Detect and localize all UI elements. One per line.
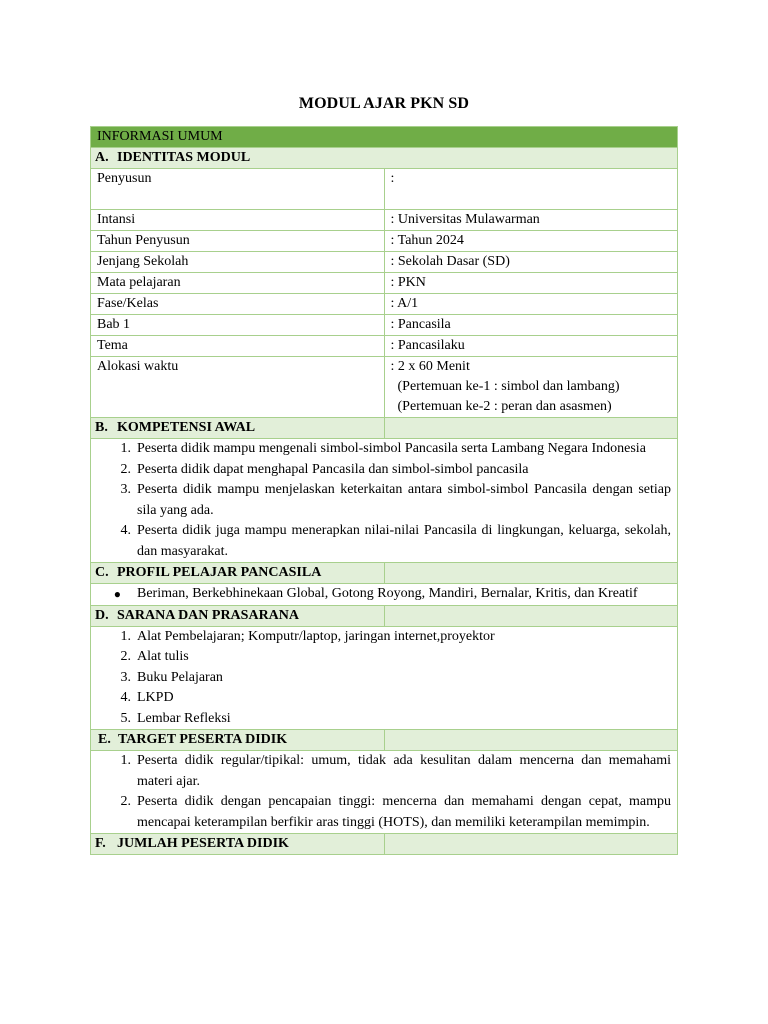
- list-item: 1. Alat Pembelajaran; Komputr/laptop, jaringan internet,proyektor: [120, 628, 495, 644]
- identity-value: : A/1: [384, 294, 678, 315]
- identity-value: : Pancasilaku: [384, 336, 678, 357]
- identity-label: Alokasi waktu: [91, 357, 385, 418]
- section-f-title: JUMLAH PESERTA DIDIK: [117, 836, 289, 851]
- identity-value: : 2 x 60 Menit: [390, 359, 470, 374]
- list-item: 5. Lembar Refleksi: [120, 710, 231, 726]
- competency-list: [91, 439, 671, 562]
- identity-label: Tahun Penyusun: [91, 231, 385, 252]
- identity-label: Mata pelajaran: [91, 273, 385, 294]
- section-b-letter: B.: [95, 420, 108, 435]
- target-list: [91, 751, 671, 833]
- identity-value: : PKN: [384, 273, 678, 294]
- bullet-icon: ●: [113, 587, 121, 601]
- section-a-letter: A.: [95, 150, 109, 165]
- identity-label: Bab 1: [91, 315, 385, 336]
- list-item: 2. Peserta didik dapat menghapal Pancasila dan simbol-simbol pancasila: [120, 461, 529, 477]
- section-c-letter: C.: [95, 565, 109, 580]
- module-table: [90, 126, 678, 855]
- identity-value: : Sekolah Dasar (SD): [384, 252, 678, 273]
- section-e-body: [91, 751, 678, 834]
- section-d-header: [91, 605, 678, 626]
- section-d-title: SARANA DAN PRASARANA: [117, 607, 300, 623]
- document-title: MODUL AJAR PKN SD: [298, 95, 470, 112]
- identity-row: [91, 169, 678, 210]
- identity-value-cell: [384, 357, 678, 418]
- list-item: 1. Peserta didik mampu mengenali simbol-simbol Pancasila serta Lambang Negara Indonesia: [120, 441, 646, 456]
- section-a-title: IDENTITAS MODUL: [117, 150, 251, 165]
- section-e-letter: E.: [98, 732, 111, 747]
- list-item: 4. LKPD: [120, 690, 174, 705]
- list-item: 3. Buku Pelajaran: [120, 669, 223, 685]
- identity-row: [91, 252, 678, 273]
- identity-row: [91, 336, 678, 357]
- info-header-row: [91, 127, 678, 148]
- section-e-title: TARGET PESERTA DIDIK: [118, 732, 288, 747]
- section-b-body: [91, 439, 678, 563]
- list-item: 2. Peserta didik dengan pencapaian tinggi: mencerna dan memahami dengan cepat, mampu mencapai keterampilan berfikir aras tinggi (HOTS), dan memiliki keterampilan memimpin.: [120, 794, 671, 830]
- list-item: 3. Peserta didik mampu menjelaskan keterkaitan antara simbol-simbol Pancasila dengan setiap sila yang ada.: [120, 482, 671, 518]
- info-header: INFORMASI UMUM: [91, 127, 678, 148]
- section-d-letter: D.: [95, 607, 109, 623]
- facilities-list: [91, 627, 671, 730]
- list-item: 1. Peserta didik regular/tipikal: umum, tidak ada kesulitan dalam mencerna dan memahami materi ajar.: [120, 753, 671, 789]
- section-d-body: [91, 626, 678, 730]
- identity-value: : Universitas Mulawarman: [384, 210, 678, 231]
- identity-label: Intansi: [91, 210, 385, 231]
- identity-label: Penyusun: [91, 169, 385, 210]
- section-c-body: [91, 584, 678, 606]
- meeting-2-note: (Pertemuan ke-2 : peran dan asasmen): [397, 399, 612, 414]
- section-b-header: [91, 418, 678, 439]
- meeting-1-note: (Pertemuan ke-1 : simbol dan lambang): [397, 379, 620, 394]
- identity-row: [91, 315, 678, 336]
- identity-value: :: [384, 169, 678, 210]
- identity-row: [91, 231, 678, 252]
- identity-label: Tema: [91, 336, 385, 357]
- list-item: 2. Alat tulis: [120, 649, 189, 664]
- identity-row: [91, 210, 678, 231]
- profile-list: [91, 584, 671, 605]
- list-item: ● Beriman, Berkebhinekaan Global, Gotong Royong, Mandiri, Bernalar, Kritis, dan Kreatif: [91, 584, 671, 605]
- section-b-title: KOMPETENSI AWAL: [117, 420, 256, 435]
- section-e-header: [91, 730, 678, 751]
- identity-value: : Tahun 2024: [384, 231, 678, 252]
- section-c-header: [91, 563, 678, 584]
- identity-row: [91, 273, 678, 294]
- list-item: 4. Peserta didik juga mampu menerapkan nilai-nilai Pancasila di lingkungan, keluarga, sekolah, dan masyarakat.: [120, 523, 671, 559]
- identity-row: [91, 357, 678, 418]
- identity-row: [91, 294, 678, 315]
- section-c-title: PROFIL PELAJAR PANCASILA: [117, 565, 322, 580]
- section-f-letter: F.: [95, 836, 106, 851]
- identity-value: : Pancasila: [384, 315, 678, 336]
- section-a-header: [91, 148, 678, 169]
- identity-label: Fase/Kelas: [91, 294, 385, 315]
- section-f-header: [91, 834, 678, 855]
- identity-label: Jenjang Sekolah: [91, 252, 385, 273]
